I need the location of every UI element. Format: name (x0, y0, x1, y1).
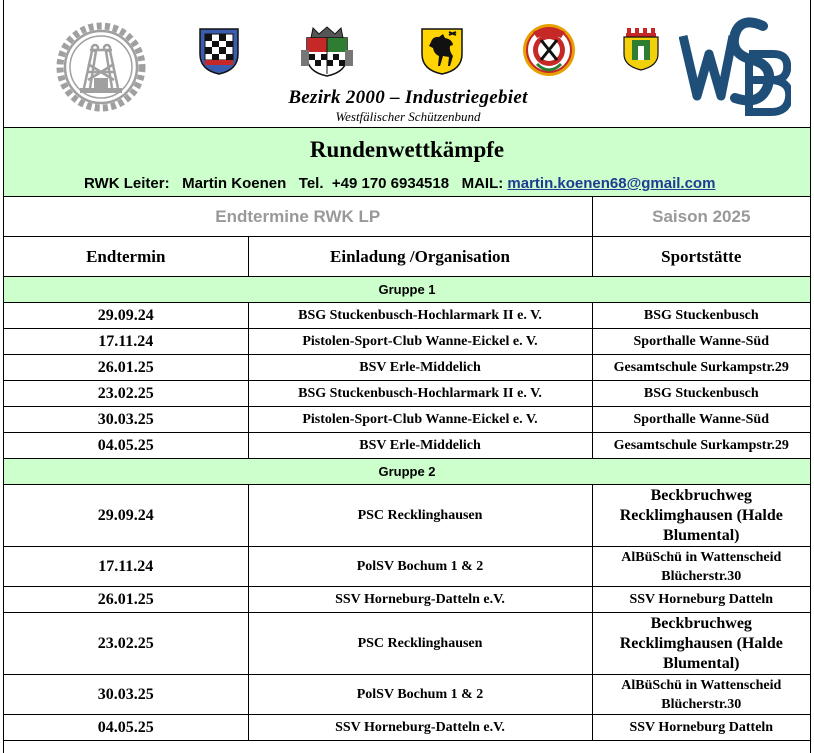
row-date: 04.05.25 (4, 433, 248, 459)
schedule-table (4, 196, 810, 741)
row-venue: Gesamtschule Surkampstr.29 (592, 433, 810, 459)
banner-title: Rundenwettkämpfe (309, 137, 505, 162)
horse-crest-icon (419, 26, 465, 76)
table-row (4, 715, 810, 741)
group-label: Gruppe 2 (4, 459, 810, 485)
row-venue: Gesamtschule Surkampstr.29 (592, 355, 810, 381)
table-row (4, 407, 810, 433)
district-title: Bezirk 2000 – Industriegebiet (288, 87, 528, 108)
row-venue: Sporthalle Wanne-Süd (592, 329, 810, 355)
row-organisation: Pistolen-Sport-Club Wanne-Eickel e. V. (248, 329, 592, 355)
leader-name: Martin Koenen (182, 175, 287, 192)
row-date: 26.01.25 (4, 587, 248, 613)
season-label: Saison 2025 (592, 197, 810, 237)
row-date: 29.09.24 (4, 485, 248, 547)
row-venue: Beckbruchweg Recklimghausen (Halde Blumental) (592, 485, 810, 547)
row-organisation: PSC Recklinghausen (248, 485, 592, 547)
table-row (4, 381, 810, 407)
row-organisation: PSC Recklinghausen (248, 613, 592, 675)
row-venue: SSV Horneburg Datteln (592, 587, 810, 613)
row-date: 30.03.25 (4, 407, 248, 433)
row-organisation: BSG Stuckenbusch-Hochlarmark II e. V. (248, 381, 592, 407)
group-header-row (4, 459, 810, 485)
table-row (4, 329, 810, 355)
table-row (4, 433, 810, 459)
competition-banner (4, 127, 810, 197)
row-venue: Beckbruchweg Recklimghausen (Halde Blumental) (592, 613, 810, 675)
castle-crest-icon (621, 26, 661, 72)
row-date: 17.11.24 (4, 547, 248, 587)
column-header-date: Endtermin (4, 237, 248, 277)
table-row (4, 547, 810, 587)
row-date: 04.05.25 (4, 715, 248, 741)
row-organisation: SSV Horneburg-Datteln e.V. (248, 715, 592, 741)
row-venue: BSG Stuckenbusch (592, 381, 810, 407)
row-venue: Sporthalle Wanne-Süd (592, 407, 810, 433)
row-date: 23.02.25 (4, 381, 248, 407)
mail-label: MAIL: (461, 175, 504, 192)
row-date: 29.09.24 (4, 303, 248, 329)
row-organisation: BSV Erle-Middelich (248, 355, 592, 381)
row-venue: SSV Horneburg Datteln (592, 715, 810, 741)
row-venue: BSG Stuckenbusch (592, 303, 810, 329)
row-date: 30.03.25 (4, 675, 248, 715)
row-venue: AlBüSchü in Wattenscheid Blücherstr.30 (592, 675, 810, 715)
row-organisation: Pistolen-Sport-Club Wanne-Eickel e. V. (248, 407, 592, 433)
table-row (4, 485, 810, 547)
group-header-row (4, 277, 810, 303)
row-organisation: PolSV Bochum 1 & 2 (248, 547, 592, 587)
phone-label: Tel. (298, 175, 324, 192)
contact-line (84, 175, 715, 192)
row-organisation: BSG Stuckenbusch-Hochlarmark II e. V. (248, 303, 592, 329)
table-row (4, 613, 810, 675)
row-date: 17.11.24 (4, 329, 248, 355)
table-row (4, 675, 810, 715)
column-header-row (4, 237, 810, 277)
document-page (3, 0, 811, 753)
target-crest-icon (519, 22, 579, 78)
table-row (4, 587, 810, 613)
email-link[interactable]: martin.koenen68@gmail.com (507, 175, 716, 192)
subheader-left: Endtermine RWK LP (4, 197, 592, 237)
leader-label: RWK Leiter: (84, 175, 170, 192)
column-header-organisation: Einladung /Organisation (248, 237, 592, 277)
row-date: 26.01.25 (4, 355, 248, 381)
phone-number: +49 170 6934518 (331, 175, 450, 192)
row-organisation: BSV Erle-Middelich (248, 433, 592, 459)
logo-row (4, 0, 812, 92)
row-date: 23.02.25 (4, 613, 248, 675)
city-crest-shield-icon (197, 26, 241, 76)
association-subtitle: Westfälischer Schützenbund (335, 109, 481, 124)
group-label: Gruppe 1 (4, 277, 810, 303)
table-subheader-row (4, 197, 810, 237)
table-row (4, 355, 810, 381)
district-crest-icon (299, 24, 355, 78)
row-venue: AlBüSchü in Wattenscheid Blücherstr.30 (592, 547, 810, 587)
row-organisation: SSV Horneburg-Datteln e.V. (248, 587, 592, 613)
row-organisation: PolSV Bochum 1 & 2 (248, 675, 592, 715)
table-row (4, 303, 810, 329)
column-header-venue: Sportstätte (592, 237, 810, 277)
